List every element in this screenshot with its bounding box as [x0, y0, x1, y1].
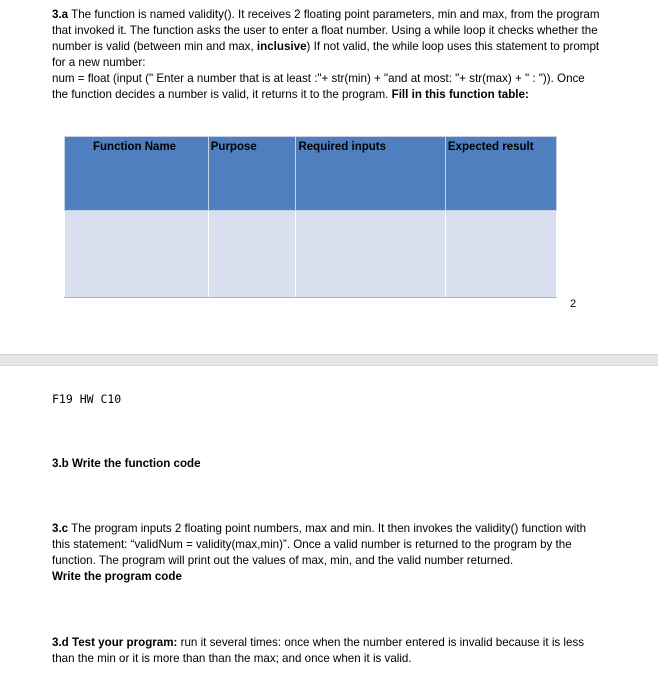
q3a-inclusive: inclusive	[256, 40, 307, 53]
cell-required-inputs[interactable]	[296, 211, 445, 298]
q3a-text1: The function is named validity(). It receives 2 floating point parameters, min and max, from the program that invoked it. The function asks the user to enter a float number. Using a while loop it checks whether the number is valid (between min and max,	[52, 8, 600, 53]
header-purpose: Purpose	[208, 137, 296, 211]
q3c-text: The program inputs 2 floating point numbers, max and min. It then invokes the validity() function with this statement: “validNum = validity(max,min)”. Once a valid number is returned to the program by the function. The program will print out the values of max, min, and the valid number returned.	[52, 522, 587, 567]
q3a-label: 3.a	[52, 8, 69, 21]
q3c-write: Write the program code	[52, 570, 182, 583]
footer-code: F19 HW C10	[52, 392, 122, 406]
q3a-code: num = float (input (" Enter a number that is at least :"+ str(min) + "and at most: "+ str(max) + " : ")). Once the function decides a number is valid, it returns it to the program.	[52, 72, 585, 101]
question-3a	[52, 7, 600, 103]
cell-expected-result[interactable]	[445, 211, 556, 298]
q3c-label: 3.c	[52, 522, 69, 535]
q3d-text: run it several times: once when the number entered is invalid because it is less than the min or it is more than than the max; and once when it is valid.	[52, 636, 585, 665]
page-break	[0, 354, 658, 366]
table-header-row	[65, 137, 557, 211]
header-function-name: Function Name	[65, 137, 209, 211]
cell-purpose[interactable]	[208, 211, 296, 298]
q3a-text2: ) If not valid, the while loop uses this statement to prompt for a new number:	[52, 40, 600, 69]
q3b-text: 3.b Write the function code	[52, 457, 201, 470]
q3a-fill: Fill in this function table:	[391, 88, 529, 101]
cell-function-name[interactable]	[65, 211, 209, 298]
question-3d	[52, 635, 600, 667]
q3d-label: 3.d Test your program:	[52, 636, 178, 649]
question-3b	[52, 456, 600, 472]
function-table	[64, 136, 557, 298]
table-row	[65, 211, 557, 298]
header-required-inputs: Required inputs	[296, 137, 445, 211]
header-expected-result: Expected result	[445, 137, 556, 211]
question-3c	[52, 521, 600, 585]
page-number: 2	[570, 298, 577, 310]
